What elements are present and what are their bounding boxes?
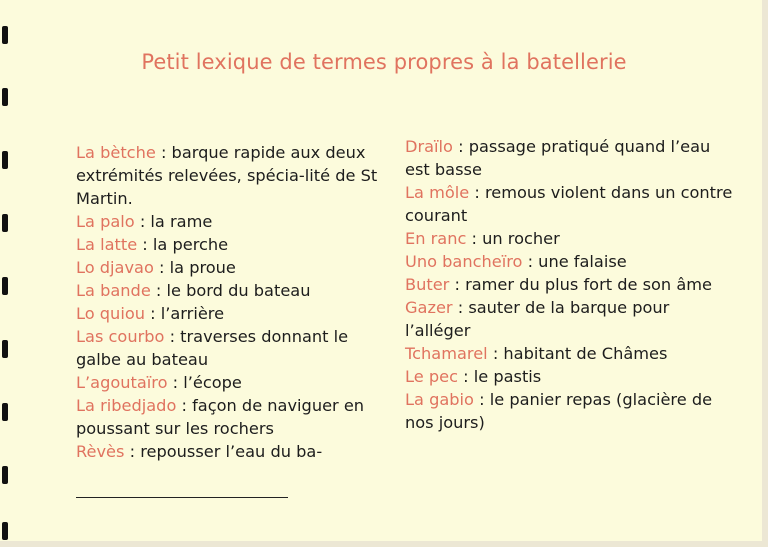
binding-ring: [2, 214, 8, 232]
lexicon-entry: [405, 227, 735, 250]
entry-definition: : un rocher: [466, 229, 560, 248]
binding-ring: [2, 277, 8, 295]
entry-definition: : façon de naviguer en poussant sur les rochers: [76, 396, 365, 438]
entry-term: Lo djavao: [76, 258, 154, 277]
entry-term: Lo quiou: [76, 304, 145, 323]
entry-term: La bande: [76, 281, 151, 300]
entry-definition: : la proue: [153, 258, 236, 277]
entry-definition: : repousser l’eau du ba-: [124, 442, 323, 461]
lexicon-entry: [405, 250, 735, 273]
page-title: Petit lexique de termes propres à la batellerie: [141, 50, 627, 74]
lexicon-entry: [76, 325, 396, 371]
entry-term: Las courbo: [76, 327, 165, 346]
lexicon-entry: [76, 302, 396, 325]
entry-term: L’agoutaïro: [76, 373, 168, 392]
lexicon-entry: [76, 394, 396, 440]
entry-term: La latte: [76, 235, 138, 254]
lexicon-entry: [405, 296, 735, 342]
binding-ring: [2, 88, 8, 106]
lexicon-entry: [405, 388, 735, 434]
entry-definition: : la perche: [137, 235, 229, 254]
entry-term: En ranc: [405, 229, 467, 248]
lexicon-entry: [76, 141, 396, 210]
lexicon-entry: [405, 273, 735, 296]
entry-definition: : habitant de Châmes: [487, 344, 668, 363]
lexicon-entry: [405, 181, 735, 227]
entry-term: La môle: [405, 183, 470, 202]
lexicon-entry: [76, 256, 396, 279]
entry-term: Gazer: [405, 298, 453, 317]
lexicon-entry: [76, 210, 396, 233]
spiral-binding: [0, 0, 14, 547]
entry-definition: : la rame: [134, 212, 213, 231]
entry-term: La bètche: [76, 143, 156, 162]
entry-definition: : sauter de la barque pour l’alléger: [405, 298, 670, 340]
lexicon-entry: [405, 135, 735, 181]
entry-definition: : le pastis: [457, 367, 542, 386]
binding-ring: [2, 403, 8, 421]
entry-definition: : remous violent dans un contre courant: [405, 183, 733, 225]
entry-definition: : l’écope: [167, 373, 242, 392]
entry-definition: : traverses donnant le galbe au bateau: [76, 327, 349, 369]
binding-ring: [2, 522, 8, 540]
lexicon-entry: [405, 365, 735, 388]
entry-definition: : le panier repas (glacière de nos jours): [405, 390, 713, 432]
signature-line: [76, 497, 288, 498]
entry-term: Draïlo: [405, 137, 453, 156]
binding-ring: [2, 466, 8, 484]
lexicon-entry: [405, 342, 735, 365]
entry-term: La palo: [76, 212, 135, 231]
binding-ring: [2, 26, 8, 44]
lexicon-entry: [76, 371, 396, 394]
right-column: [405, 135, 735, 434]
entry-term: La ribedjado: [76, 396, 177, 415]
binding-ring: [2, 340, 8, 358]
entry-definition: : l’arrière: [144, 304, 225, 323]
entry-definition: : passage pratiqué quand l’eau est basse: [405, 137, 711, 179]
lexicon-entry: [76, 440, 396, 463]
entry-term: Buter: [405, 275, 450, 294]
lexicon-entry: [76, 233, 396, 256]
entry-term: Tchamarel: [405, 344, 488, 363]
entry-definition: : barque rapide aux deux extrémités relevées, spécia-lité de St Martin.: [76, 143, 378, 208]
entry-term: Uno bancheïro: [405, 252, 523, 271]
entry-term: La gabio: [405, 390, 474, 409]
binding-ring: [2, 151, 8, 169]
entry-term: Le pec: [405, 367, 458, 386]
entry-term: Rèvès: [76, 442, 125, 461]
entry-definition: : le bord du bateau: [150, 281, 311, 300]
left-column: [76, 141, 396, 463]
lexicon-entry: [76, 279, 396, 302]
entry-definition: : ramer du plus fort de son âme: [449, 275, 712, 294]
entry-definition: : une falaise: [522, 252, 627, 271]
